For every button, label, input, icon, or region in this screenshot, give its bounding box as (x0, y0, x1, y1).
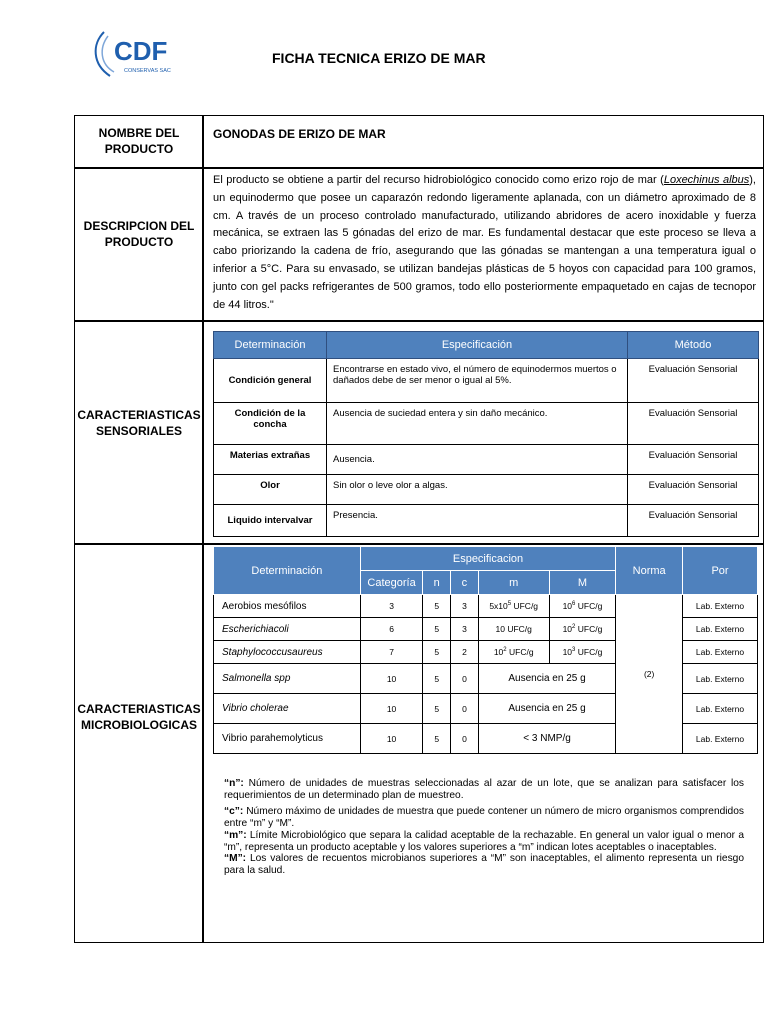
sensory-header-determination: Determinación (214, 332, 327, 359)
micro-header-norma: Norma (616, 547, 683, 595)
micro-n: 5 (423, 694, 451, 724)
micro-M (549, 595, 616, 618)
sensory-determination: Materias extrañas (214, 445, 327, 475)
M-base: 10 (562, 647, 573, 657)
sensory-header-specification: Especificación (327, 332, 628, 359)
product-name-value: GONODAS DE ERIZO DE MAR (213, 127, 386, 141)
micro-header-M: M (549, 571, 616, 595)
micro-header-determination: Determinación (214, 547, 361, 595)
M-exp: 6 (572, 601, 576, 608)
M-base: 10 (562, 601, 573, 611)
note-key: “c”: (224, 806, 244, 818)
description-label: DESCRIPCION DEL PRODUCTO (83, 219, 195, 249)
M-unit: UFC/g (575, 624, 603, 634)
note-text: Número máximo de unidades de muestra que puede contener un número de micro organismos comprendidos entre “m” y “M”. (224, 806, 744, 830)
product-name-label: NOMBRE DEL PRODUCTO (98, 126, 180, 156)
row-divider (74, 320, 764, 322)
sensory-specification: Sin olor o leve olor a algas. (327, 475, 628, 505)
M-unit: UFC/g (575, 601, 603, 611)
table-row (214, 475, 759, 505)
m-base: 5x10 (489, 601, 508, 611)
sensory-specification: Ausencia. (327, 445, 628, 475)
micro-header-categoria: Categoría (360, 571, 423, 595)
description-part: ), un equinodermo que posee un caparazón redondo ligeramente aplanada, con un diámetro aproximado de 8 cm. A través de un proceso controlado manufacturado, utilizando abridores de acero inoxidable y fuerza mecánica, se extraen las 5 gónadas del erizo de mar. Es fundamental destacar que este proceso se lleva a cabo priorizando la cadena de frío, asegurando que las gónadas se mantengan a una temperatura igual o inferior a 5°C. Para su envasado, se utilizan bandejas plásticas de 5 hoyos con capacidad para 100 gramos, junto con gel packs refrigerantes de 500 gramos, todo ello posteriormente empaquetado en cajas de tecnopor de 44 litros." (213, 174, 756, 311)
logo-graphic (90, 26, 200, 82)
micro-limit: Ausencia en 25 g (478, 664, 616, 694)
micro-por: Lab. Externo (683, 641, 758, 664)
note-text: Límite Microbiológico que separa la calidad aceptable de la rechazable. En general un valor igual o menor a “m”, representa un producto aceptable y los valores superiores a “m” indican lotes aceptables o inaceptables. (224, 829, 744, 853)
micro-header-c: c (451, 571, 479, 595)
sensory-label: CARACTERIASTICAS SENSORIALES (77, 408, 201, 438)
micro-c: 2 (451, 641, 479, 664)
micro-name: Escherichiacoli (214, 618, 361, 641)
note-item (224, 830, 744, 853)
sensory-determination: Olor (214, 475, 327, 505)
micro-c: 0 (451, 724, 479, 754)
micro-n: 5 (423, 595, 451, 618)
micro-name: Vibrio parahemolyticus (214, 724, 361, 754)
micro-name: Staphylococcusaureus (214, 641, 361, 664)
micro-c: 3 (451, 595, 479, 618)
micro-notes (224, 778, 744, 877)
m-base: 10 UFC/g (495, 624, 532, 634)
micro-table (213, 546, 758, 754)
micro-por: Lab. Externo (683, 694, 758, 724)
column-divider (202, 115, 204, 943)
note-text: Los valores de recuentos microbianos superiores a “M” son inaceptables, el alimento representa un riesgo para la salud. (224, 853, 744, 876)
table-row (214, 403, 759, 445)
description-text (213, 172, 756, 314)
note-item (224, 853, 744, 876)
sensory-method: Evaluación Sensorial (628, 403, 759, 445)
logo-subtext: CONSERVAS SAC (124, 68, 171, 74)
sensory-method: Evaluación Sensorial (628, 359, 759, 403)
micro-limit: Ausencia en 25 g (478, 694, 616, 724)
micro-m (478, 595, 549, 618)
sensory-table (213, 331, 759, 537)
micro-header-por: Por (683, 547, 758, 595)
m-exp: 2 (503, 647, 507, 654)
m-unit: UFC/g (506, 647, 534, 657)
m-unit: UFC/g (511, 601, 539, 611)
micro-M (549, 618, 616, 641)
M-exp: 3 (572, 647, 576, 654)
sensory-method: Evaluación Sensorial (628, 475, 759, 505)
micro-por: Lab. Externo (683, 664, 758, 694)
micro-name: Vibrio cholerae (214, 694, 361, 724)
micro-por: Lab. Externo (683, 595, 758, 618)
micro-por: Lab. Externo (683, 618, 758, 641)
micro-header-n: n (423, 571, 451, 595)
micro-M (549, 641, 616, 664)
M-base: 10 (562, 624, 573, 634)
note-item (224, 778, 744, 801)
row-divider (74, 543, 764, 545)
micro-name: Salmonella spp (214, 664, 361, 694)
M-unit: UFC/g (575, 647, 603, 657)
table-row (214, 445, 759, 475)
micro-c: 0 (451, 664, 479, 694)
description-part: El producto se obtiene a partir del recurso hidrobiológico conocido como erizo rojo de mar ( (213, 174, 664, 186)
row-divider (74, 167, 764, 169)
note-key: “n”: (224, 778, 244, 789)
micro-label: CARACTERIASTICAS MICROBIOLOGICAS (77, 702, 201, 732)
micro-header-specification: Especificacion (360, 547, 616, 571)
species-name: Loxechinus albus (663, 174, 750, 186)
table-row (214, 505, 759, 537)
sensory-specification: Ausencia de suciedad entera y sin daño mecánico. (327, 403, 628, 445)
micro-n: 5 (423, 618, 451, 641)
sensory-determination: Condición general (214, 359, 327, 403)
micro-limit: < 3 NMP/g (478, 724, 616, 754)
micro-m (478, 618, 549, 641)
micro-cat: 6 (360, 618, 423, 641)
note-item (224, 806, 744, 829)
sensory-method: Evaluación Sensorial (628, 505, 759, 537)
sensory-method: Evaluación Sensorial (628, 445, 759, 475)
note-key: “m”: (224, 829, 247, 841)
micro-n: 5 (423, 724, 451, 754)
sensory-header-method: Método (628, 332, 759, 359)
micro-header-m: m (478, 571, 549, 595)
table-row (214, 595, 758, 618)
note-text: Número de unidades de muestras seleccionadas al azar de un lote, que se analizan para satisfacer los requerimientos de un determinado plan de muestreo. (224, 778, 744, 801)
document-title: FICHA TECNICA ERIZO DE MAR (272, 50, 486, 66)
M-exp: 2 (572, 624, 576, 631)
micro-n: 5 (423, 641, 451, 664)
note-key: “M”: (224, 853, 247, 865)
micro-c: 3 (451, 618, 479, 641)
micro-cat: 7 (360, 641, 423, 664)
micro-name: Aerobios mesófilos (214, 595, 361, 618)
micro-cat: 10 (360, 664, 423, 694)
logo-text: CDF (114, 36, 168, 66)
micro-por: Lab. Externo (683, 724, 758, 754)
sensory-specification: Encontrarse en estado vivo, el número de equinodermos muertos o dañados debe de ser menor o igual al 5%. (327, 359, 628, 403)
sensory-determination: Liquido intervalvar (214, 505, 327, 537)
sensory-determination: Condición de la concha (214, 403, 327, 445)
company-logo (90, 26, 200, 82)
micro-n: 5 (423, 664, 451, 694)
micro-cat: 10 (360, 694, 423, 724)
micro-m (478, 641, 549, 664)
m-base: 10 (493, 647, 504, 657)
micro-norma: (2) (616, 595, 683, 754)
micro-cat: 10 (360, 724, 423, 754)
micro-c: 0 (451, 694, 479, 724)
micro-cat: 3 (360, 595, 423, 618)
table-row (214, 359, 759, 403)
sensory-specification: Presencia. (327, 505, 628, 537)
m-exp: 5 (507, 601, 512, 608)
